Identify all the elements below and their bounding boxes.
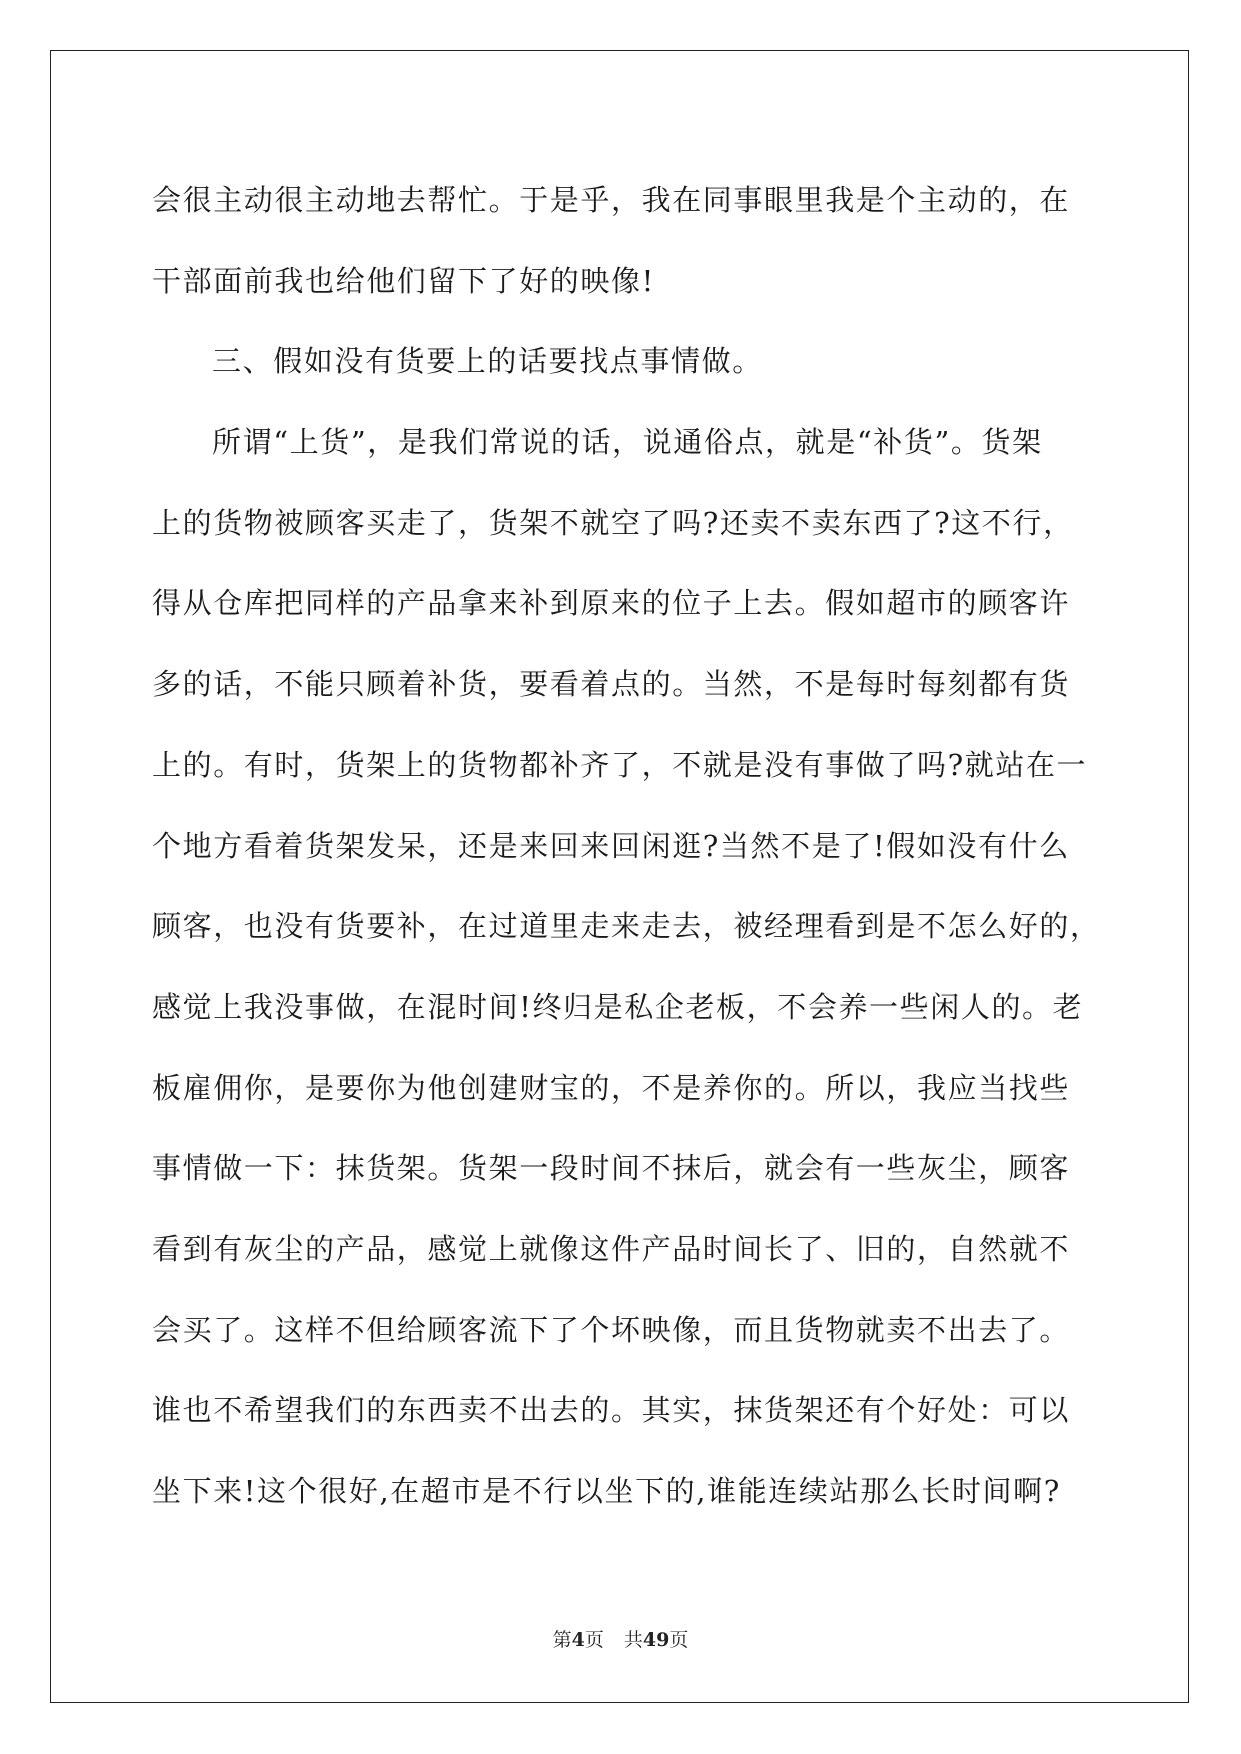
text-line: 多的话，不能只顾着补货，要看着点的。当然，不是每时每刻都有货 (152, 667, 1071, 702)
text-line: 感觉上我没事做，在混时间!终归是私企老板，不会养一些闲人的。老 (152, 989, 1084, 1024)
text-line: 会很主动很主动地去帮忙。于是乎，我在同事眼里我是个主动的，在 (152, 183, 1071, 217)
text-line: 顾客，也没有货要补，在过道里走来走去，被经理看到是不怎么好的， (152, 909, 1101, 944)
document-body (152, 160, 1101, 1532)
page-footer (0, 1625, 1241, 1652)
text-line: 三、假如没有货要上的话要找点事情做。 (212, 344, 763, 379)
text-line: 谁也不希望我们的东西卖不出去的。其实，抹货架还有个好处：可以 (152, 1393, 1071, 1428)
page-prefix: 第 (552, 1629, 572, 1651)
text-line: 所谓“上货”，是我们常说的话，说通俗点，就是“补货”。货架 (212, 425, 1043, 460)
text-line: 个地方看着货架发呆，还是来回来回闲逛?当然不是了!假如没有什么 (152, 828, 1070, 863)
total-prefix: 共 (623, 1629, 643, 1651)
text-line: 上的货物被顾客买走了，货架不就空了吗?还卖不卖东西了?这不行， (152, 505, 1074, 540)
text-line: 看到有灰尘的产品，感觉上就像这件产品时间长了、旧的，自然就不 (152, 1231, 1071, 1266)
text-line: 干部面前我也给他们留下了好的映像! (152, 263, 655, 298)
text-line: 会买了。这样不但给顾客流下了个坏映像，而且货物就卖不出去了。 (152, 1312, 1071, 1347)
text-line: 上的。有时，货架上的货物都补齐了，不就是没有事做了吗?就站在一 (152, 747, 1088, 782)
text-line: 得从仓库把同样的产品拿来补到原来的位子上去。假如超市的顾客许 (152, 586, 1071, 621)
text-line: 板雇佣你，是要你为他创建财宝的，不是养你的。所以，我应当找些 (152, 1070, 1071, 1105)
page-number: 4 (571, 1629, 585, 1651)
page-suffix: 页 (584, 1629, 604, 1651)
text-line: 坐下来!这个很好,在超市是不行以坐下的,谁能连续站那么长时间啊? (152, 1474, 1061, 1508)
total-pages: 49 (642, 1629, 670, 1651)
text-line: 事情做一下：抹货架。货架一段时间不抹后，就会有一些灰尘，顾客 (152, 1151, 1071, 1186)
total-suffix: 页 (669, 1629, 689, 1651)
